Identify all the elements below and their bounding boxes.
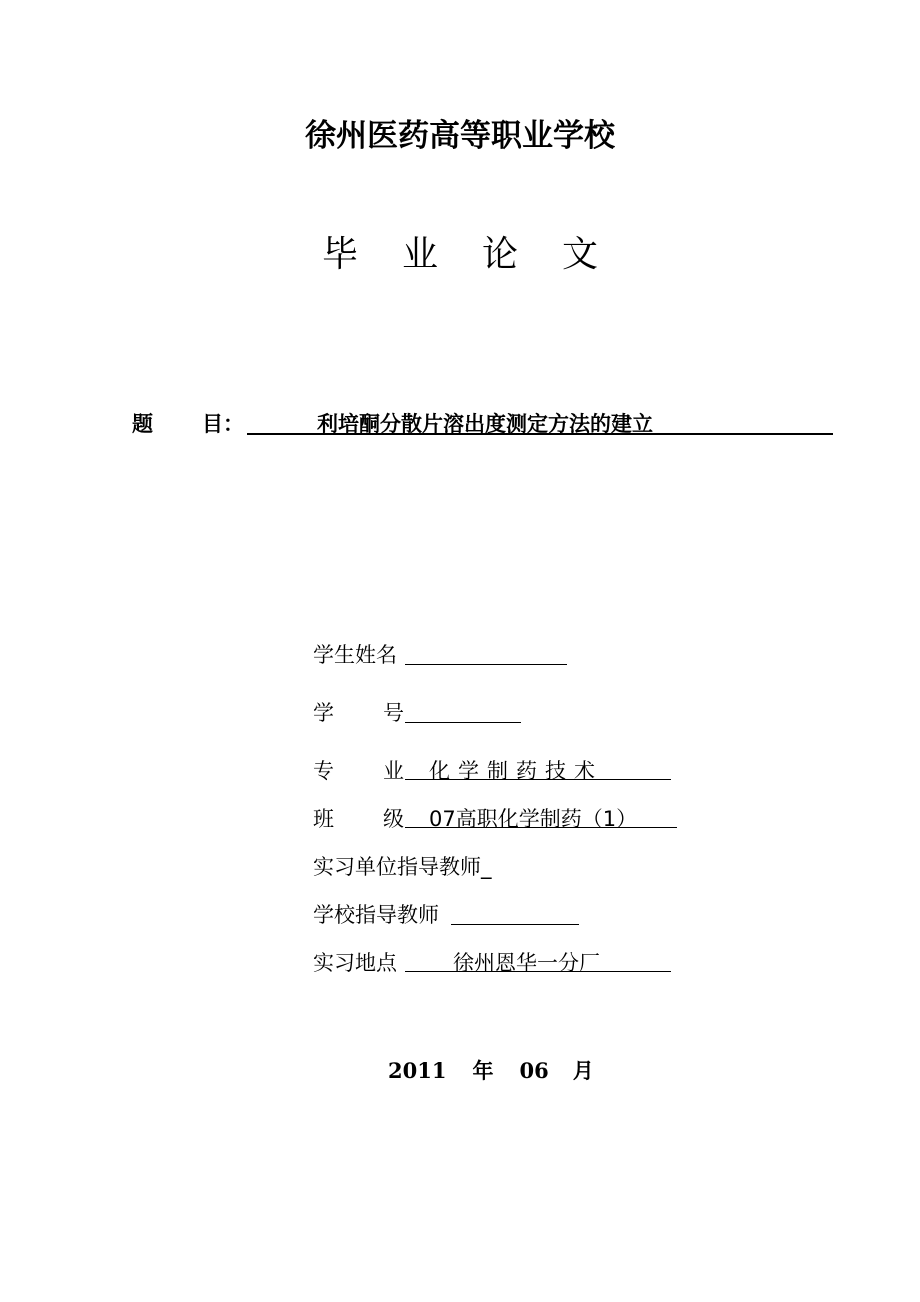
doc-type-char-1: 毕: [321, 234, 358, 275]
title-label-char-1: 题: [132, 412, 153, 436]
student-name-label: 学生姓名: [313, 643, 397, 667]
internship-location-value: 徐州恩华一分厂: [405, 947, 671, 972]
school-advisor-value: [451, 899, 579, 925]
student-name-value: [405, 639, 567, 665]
major-label-1: 专: [313, 759, 334, 783]
doc-type-char-4: 文: [562, 234, 599, 275]
major-label-2: 业: [383, 759, 404, 783]
student-id-label-2: 号: [383, 701, 404, 725]
major-value: 化学制药技术: [405, 755, 671, 780]
date-year: 2011: [388, 1058, 447, 1083]
school-name: 徐州医药高等职业学校: [305, 118, 615, 154]
class-label-1: 班: [313, 807, 334, 831]
date-line: [388, 1055, 594, 1085]
document-type-heading: [0, 226, 920, 277]
class-label-2: 级: [383, 807, 404, 831]
class-value: 07高职化学制药（1）: [405, 803, 677, 828]
title-label: [132, 408, 244, 438]
school-advisor-label: 学校指导教师: [313, 903, 439, 927]
title-label-char-2: 目：: [202, 412, 244, 436]
doc-type-char-3: 论: [482, 234, 519, 275]
date-year-unit: 年: [472, 1058, 494, 1083]
date-month-unit: 月: [572, 1058, 594, 1083]
date-month: 06: [519, 1058, 549, 1083]
doc-type-char-2: 业: [401, 234, 438, 275]
thesis-title-value: 利培酮分散片溶出度测定方法的建立: [247, 408, 833, 435]
student-id-label-1: 学: [313, 701, 334, 725]
internship-advisor-label: 实习单位指导教师_: [313, 855, 492, 879]
internship-location-label: 实习地点: [313, 951, 397, 975]
student-id-value: [405, 697, 521, 723]
